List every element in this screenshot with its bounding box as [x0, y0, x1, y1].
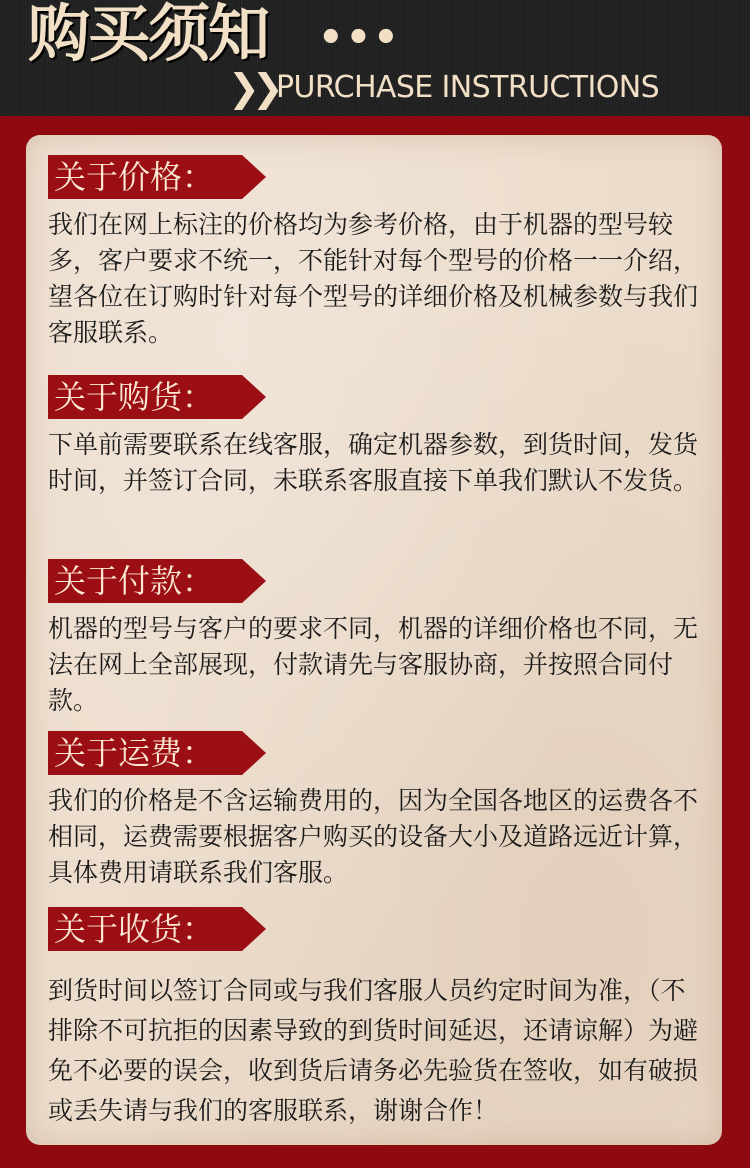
section-text: 我们在网上标注的价格均为参考价格，由于机器的型号较多，客户要求不统一，不能针对每个型号的价格一一介绍，望各位在订购时针对每个型号的详细价格及机械参数与我们客服联系。: [48, 210, 699, 347]
section-heading: 关于价格：: [54, 158, 215, 196]
section-tag: [48, 155, 242, 199]
section-text: 我们的价格是不含运输费用的，因为全国各地区的运费各不相同，运费需要根据客户购买的设备大小及道路远近计算，具体费用请联系我们客服。: [48, 786, 699, 887]
section-tag: [48, 559, 242, 603]
section-text: 机器的型号与客户的要求不同，机器的详细价格也不同，无法在网上全部展现，付款请先与客服协商，并按照合同付款。: [48, 614, 699, 715]
section-order: [48, 375, 708, 499]
section-text: 下单前需要联系在线客服，确定机器参数，到货时间，发货时间，并签订合同，未联系客服直接下单我们默认不发货。: [48, 430, 699, 495]
section-tag: [48, 731, 242, 775]
section-freight: [48, 731, 708, 891]
header-divider: [0, 116, 750, 128]
header-banner: [0, 0, 750, 116]
section-heading: 关于收货：: [54, 910, 215, 948]
section-heading: 关于运费：: [54, 734, 215, 772]
title-dots: •••: [318, 15, 401, 61]
section-price: [48, 155, 708, 351]
section-text: 到货时间以签订合同或与我们客服人员约定时间为准，（不排除不可抗拒的因素导致的到货时间延迟，还请谅解）为避免不必要的误会，收到货后请务必先验货在签收，如有破损或丢失请与我们的客服联系，谢谢合作！: [48, 976, 699, 1125]
section-tag: [48, 375, 242, 419]
section-receiving: [48, 907, 708, 1131]
section-heading: 关于购货：: [54, 378, 215, 416]
instructions-panel: [26, 135, 722, 1145]
section-tag: [48, 907, 242, 951]
section-heading: 关于付款：: [54, 562, 215, 600]
page-subtitle: PURCHASE INSTRUCTIONS: [276, 70, 660, 105]
section-payment: [48, 559, 708, 719]
chevron-right-icon: ❯❯: [228, 66, 276, 110]
page-title: 购买须知: [28, 0, 269, 70]
